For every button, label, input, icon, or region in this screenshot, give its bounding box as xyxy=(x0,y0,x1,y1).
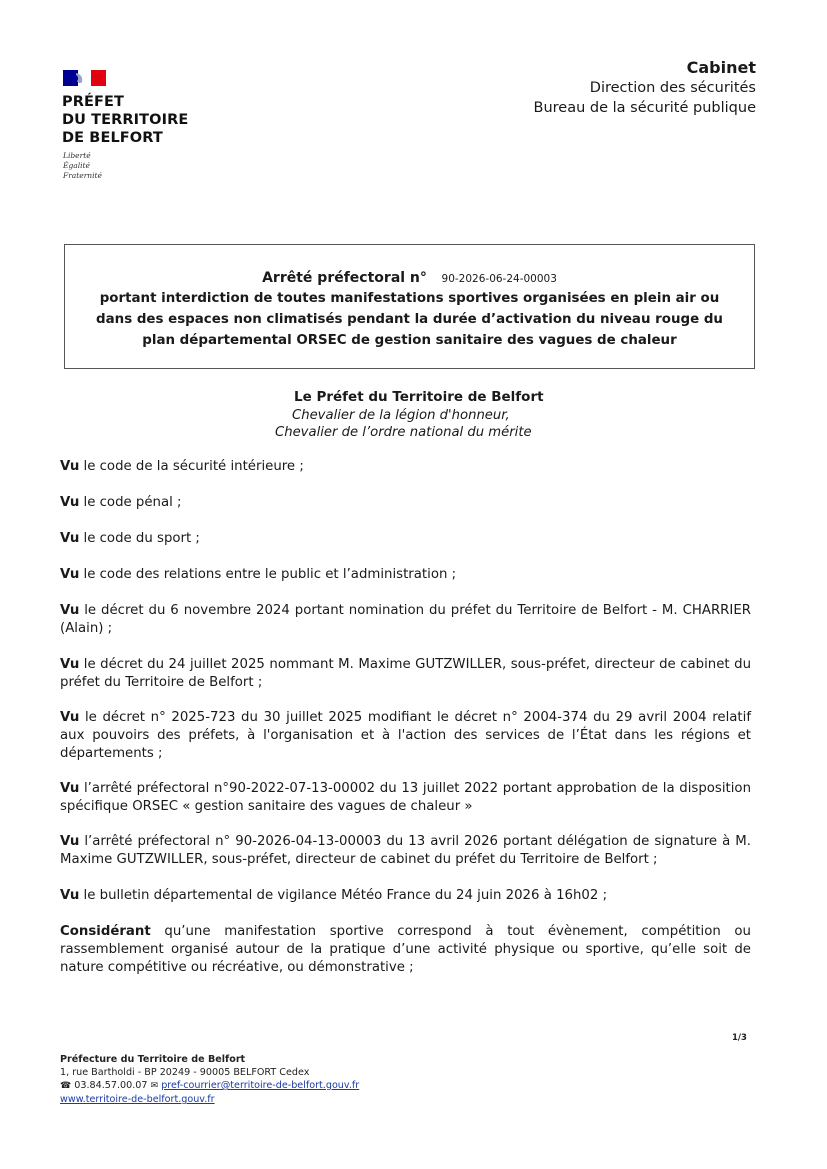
motto-line: Fraternité xyxy=(63,171,102,180)
motto-line: Liberté xyxy=(63,151,91,160)
paragraph-lead: Considérant xyxy=(60,924,151,939)
visa-paragraph xyxy=(60,566,751,584)
visa-paragraph xyxy=(60,833,751,869)
republic-motto xyxy=(63,151,102,181)
paragraph-lead: Vu xyxy=(60,603,80,618)
mail-icon: ✉ xyxy=(150,1081,159,1091)
service-line: Direction des sécurités xyxy=(589,80,756,96)
paragraph-lead: Vu xyxy=(60,834,80,849)
page-number: 1/3 xyxy=(732,1033,747,1043)
decree-title-line: portant interdiction de toutes manifestations sportives organisées en plein air ou xyxy=(99,291,720,306)
decree-title-line: plan départemental ORSEC de gestion sanitaire des vagues de chaleur xyxy=(142,333,677,348)
paragraph-lead: Vu xyxy=(60,781,80,796)
decree-title-line: dans des espaces non climatisés pendant la durée d’activation du niveau rouge du xyxy=(96,312,723,327)
paragraph-text: qu’une manifestation sportive correspond à tout évènement, compétition ou rassemblement organisé autour de la pratique d’une activité physique ou sportive, qu’elle soit de nature compétitive ou récréative, ou démonstrative ; xyxy=(60,924,751,975)
signatory-honor: Chevalier de la légion d'honneur, xyxy=(292,408,510,423)
paragraph-lead: Vu xyxy=(60,710,80,725)
footer-website-link[interactable]: www.territoire-de-belfort.gouv.fr xyxy=(60,1094,215,1105)
motto-line: Égalité xyxy=(63,161,90,170)
footer-contact xyxy=(60,1053,359,1106)
paragraph-text: le code du sport ; xyxy=(79,531,200,546)
paragraph-text: le code pénal ; xyxy=(79,495,182,510)
paragraph-lead: Vu xyxy=(60,495,80,510)
visa-paragraph xyxy=(60,656,751,692)
prefet-wordmark xyxy=(62,93,188,147)
paragraph-text: le code des relations entre le public et l’administration ; xyxy=(79,567,457,582)
paragraph-text: le bulletin départemental de vigilance Météo France du 24 juin 2026 à 16h02 ; xyxy=(79,888,608,903)
paragraph-lead: Vu xyxy=(60,459,80,474)
paragraph-text: l’arrêté préfectoral n°90-2022-07-13-00002 du 13 juillet 2022 portant approbation de la disposition spécifique ORSEC « gestion sanitaire des vagues de chaleur » xyxy=(60,781,751,814)
service-line: Bureau de la sécurité publique xyxy=(533,100,756,116)
footer-org: Préfecture du Territoire de Belfort xyxy=(60,1054,246,1065)
prefet-line: DU TERRITOIRE xyxy=(62,112,189,128)
decree-number: 90-2026-06-24-00003 xyxy=(441,273,557,285)
signatory-honor: Chevalier de l’ordre national du mérite xyxy=(275,425,532,440)
decree-title-heading xyxy=(65,269,754,288)
decree-title-box xyxy=(64,244,755,369)
decree-label: Arrêté préfectoral n° xyxy=(262,270,427,286)
visa-paragraph xyxy=(60,494,751,512)
prefet-line: DE BELFORT xyxy=(62,130,163,146)
footer-contact-line xyxy=(60,1079,359,1093)
paragraph-lead: Vu xyxy=(60,657,80,672)
visa-paragraph xyxy=(60,780,751,816)
paragraph-text: le décret du 6 novembre 2024 portant nomination du préfet du Territoire de Belfort - M. CHARRIER (Alain) ; xyxy=(60,603,751,636)
considerant-paragraph xyxy=(60,923,751,977)
footer-phone: 03.84.57.00.07 xyxy=(74,1080,148,1091)
paragraph-text: le code de la sécurité intérieure ; xyxy=(79,459,304,474)
footer-address: 1, rue Bartholdi - BP 20249 - 90005 BELFORT Cedex xyxy=(60,1067,310,1078)
signatory-name: Le Préfet du Territoire de Belfort xyxy=(294,389,544,405)
service-header xyxy=(534,58,756,118)
paragraph-text: le décret du 24 juillet 2025 nommant M. Maxime GUTZWILLER, sous-préfet, directeur de cabinet du préfet du Territoire de Belfort ; xyxy=(60,657,751,690)
visa-paragraph xyxy=(60,458,751,476)
paragraph-lead: Vu xyxy=(60,531,80,546)
visa-paragraph xyxy=(60,602,751,638)
visa-paragraph xyxy=(60,709,751,763)
service-title: Cabinet xyxy=(686,58,756,77)
footer-email-link[interactable]: pref-courrier@territoire-de-belfort.gouv.fr xyxy=(161,1080,360,1091)
marianne-flag-logo xyxy=(63,70,106,86)
visa-paragraph xyxy=(60,530,751,548)
visa-paragraph xyxy=(60,887,751,905)
prefet-line: PRÉFET xyxy=(62,94,124,110)
paragraph-text: le décret n° 2025-723 du 30 juillet 2025 modifiant le décret n° 2004-374 du 29 avril 2004 relatif aux pouvoirs des préfets, à l'organisation et à l'action des services de l’État dans les régions et départements ; xyxy=(60,710,751,761)
paragraph-lead: Vu xyxy=(60,567,80,582)
paragraph-text: l’arrêté préfectoral n° 90-2026-04-13-00003 du 13 avril 2026 portant délégation de signature à M. Maxime GUTZWILLER, sous-préfet, directeur de cabinet du préfet du Territoire de Belfort ; xyxy=(60,834,751,867)
paragraph-lead: Vu xyxy=(60,888,80,903)
phone-icon: ☎ xyxy=(60,1081,72,1091)
